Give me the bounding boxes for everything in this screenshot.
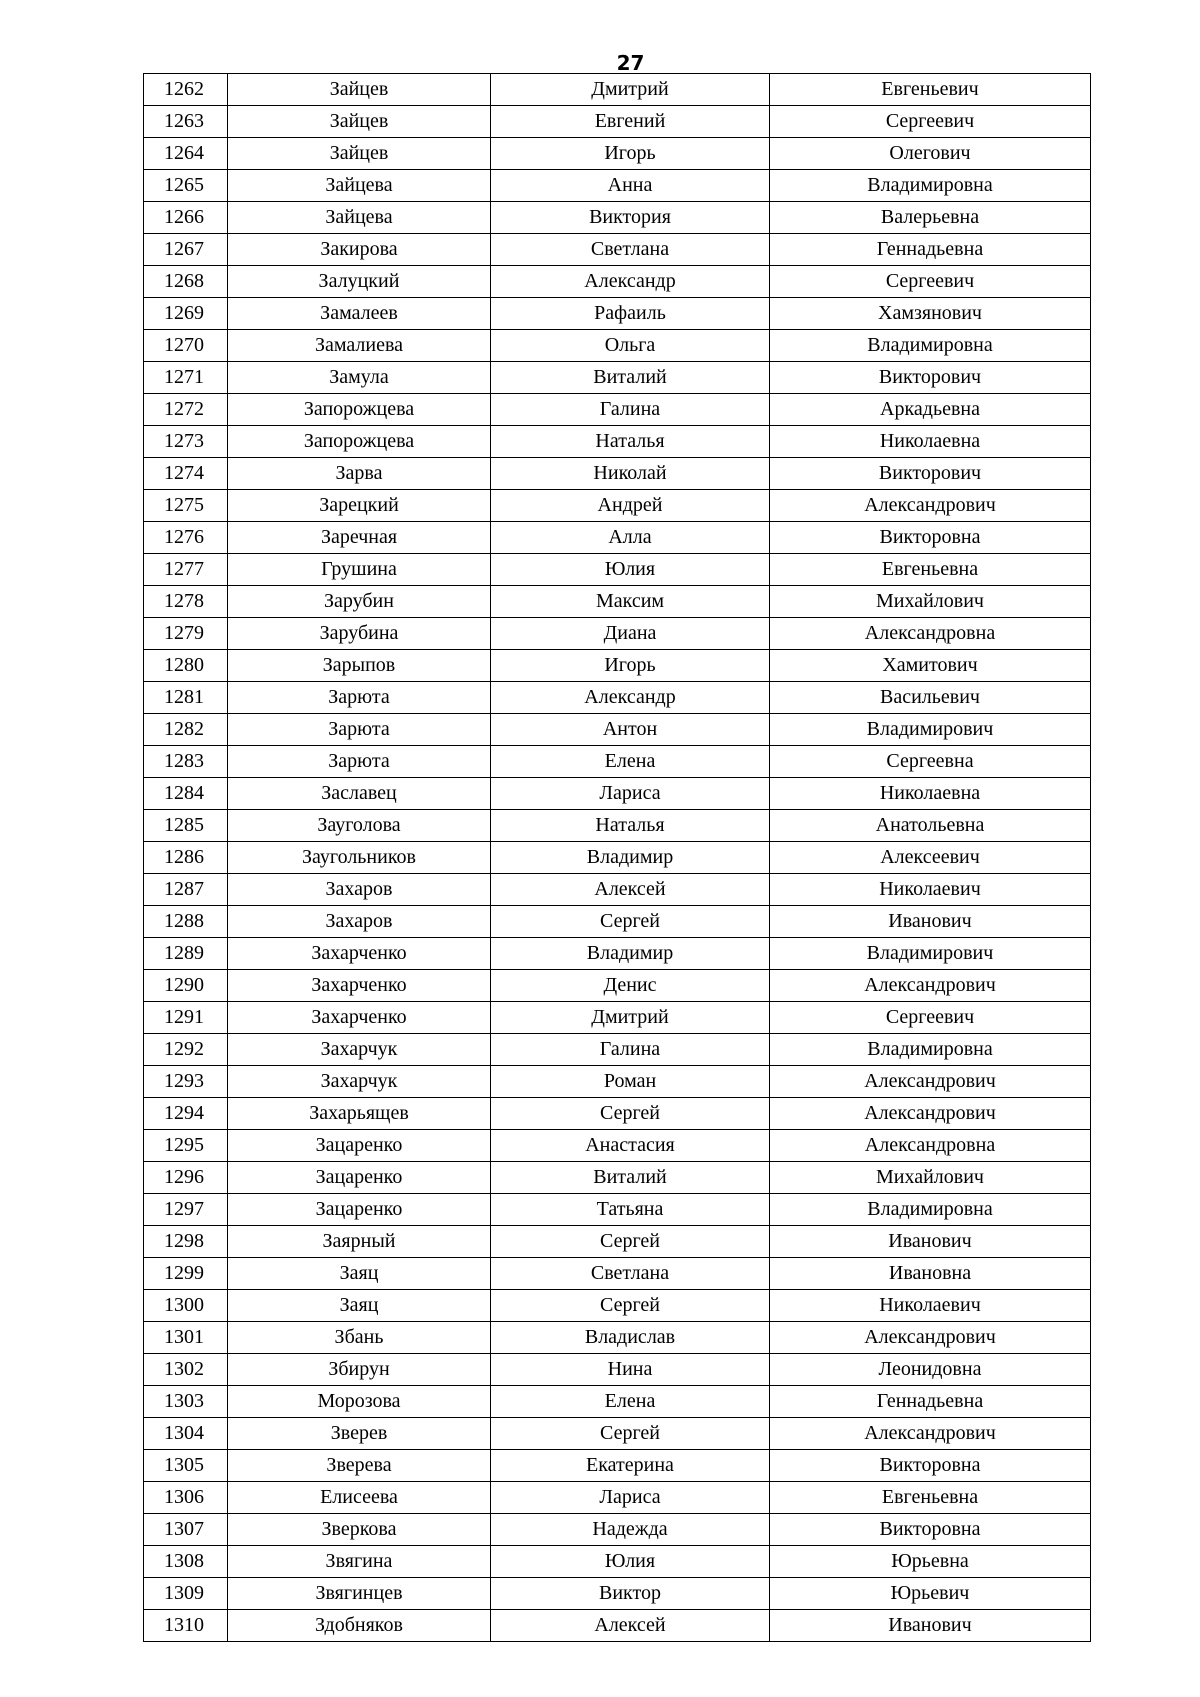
last-name-cell: Зацаренко: [228, 1162, 491, 1194]
row-number-cell: 1278: [144, 586, 228, 618]
table-row: [144, 906, 1091, 938]
table-row: [144, 298, 1091, 330]
last-name-cell: Зверкова: [228, 1514, 491, 1546]
row-number-cell: 1271: [144, 362, 228, 394]
first-name-cell: Елена: [491, 1386, 770, 1418]
table-row: [144, 842, 1091, 874]
row-number-cell: 1292: [144, 1034, 228, 1066]
table-row: [144, 330, 1091, 362]
first-name-cell: Анна: [491, 170, 770, 202]
first-name-cell: Лариса: [491, 1482, 770, 1514]
last-name-cell: Зайцев: [228, 106, 491, 138]
row-number-cell: 1285: [144, 810, 228, 842]
patronymic-cell: Викторович: [770, 362, 1091, 394]
patronymic-cell: Владимирович: [770, 938, 1091, 970]
row-number-cell: 1264: [144, 138, 228, 170]
patronymic-cell: Анатольевна: [770, 810, 1091, 842]
table-row: [144, 1450, 1091, 1482]
patronymic-cell: Иванович: [770, 1226, 1091, 1258]
last-name-cell: Грушина: [228, 554, 491, 586]
last-name-cell: Зауголова: [228, 810, 491, 842]
first-name-cell: Сергей: [491, 1098, 770, 1130]
patronymic-cell: Николаевич: [770, 1290, 1091, 1322]
first-name-cell: Владимир: [491, 842, 770, 874]
first-name-cell: Николай: [491, 458, 770, 490]
patronymic-cell: Сергеевич: [770, 266, 1091, 298]
table-row: [144, 1130, 1091, 1162]
row-number-cell: 1310: [144, 1610, 228, 1642]
row-number-cell: 1269: [144, 298, 228, 330]
table-row: [144, 1482, 1091, 1514]
row-number-cell: 1289: [144, 938, 228, 970]
row-number-cell: 1268: [144, 266, 228, 298]
patronymic-cell: Владимировна: [770, 1194, 1091, 1226]
table-row: [144, 938, 1091, 970]
last-name-cell: Захарченко: [228, 1002, 491, 1034]
row-number-cell: 1286: [144, 842, 228, 874]
first-name-cell: Алла: [491, 522, 770, 554]
last-name-cell: Замалиева: [228, 330, 491, 362]
row-number-cell: 1262: [144, 74, 228, 106]
first-name-cell: Юлия: [491, 1546, 770, 1578]
patronymic-cell: Владимировна: [770, 330, 1091, 362]
patronymic-cell: Александрович: [770, 1066, 1091, 1098]
table-row: [144, 650, 1091, 682]
first-name-cell: Максим: [491, 586, 770, 618]
row-number-cell: 1266: [144, 202, 228, 234]
table-row: [144, 1418, 1091, 1450]
last-name-cell: Захарченко: [228, 970, 491, 1002]
table-row: [144, 1226, 1091, 1258]
patronymic-cell: Евгеньевна: [770, 1482, 1091, 1514]
row-number-cell: 1270: [144, 330, 228, 362]
row-number-cell: 1265: [144, 170, 228, 202]
first-name-cell: Игорь: [491, 650, 770, 682]
row-number-cell: 1284: [144, 778, 228, 810]
row-number-cell: 1280: [144, 650, 228, 682]
row-number-cell: 1290: [144, 970, 228, 1002]
patronymic-cell: Владимировна: [770, 170, 1091, 202]
table-row: [144, 970, 1091, 1002]
last-name-cell: Залуцкий: [228, 266, 491, 298]
last-name-cell: Закирова: [228, 234, 491, 266]
row-number-cell: 1279: [144, 618, 228, 650]
table-row: [144, 394, 1091, 426]
first-name-cell: Галина: [491, 394, 770, 426]
row-number-cell: 1309: [144, 1578, 228, 1610]
patronymic-cell: Викторович: [770, 458, 1091, 490]
last-name-cell: Зарюта: [228, 682, 491, 714]
row-number-cell: 1298: [144, 1226, 228, 1258]
row-number-cell: 1306: [144, 1482, 228, 1514]
table-row: [144, 618, 1091, 650]
first-name-cell: Андрей: [491, 490, 770, 522]
first-name-cell: Дмитрий: [491, 74, 770, 106]
patronymic-cell: Николаевич: [770, 874, 1091, 906]
first-name-cell: Александр: [491, 682, 770, 714]
table-row: [144, 426, 1091, 458]
patronymic-cell: Александрович: [770, 1418, 1091, 1450]
patronymic-cell: Михайлович: [770, 586, 1091, 618]
first-name-cell: Алексей: [491, 1610, 770, 1642]
first-name-cell: Лариса: [491, 778, 770, 810]
patronymic-cell: Леонидовна: [770, 1354, 1091, 1386]
table-row: [144, 266, 1091, 298]
first-name-cell: Галина: [491, 1034, 770, 1066]
patronymic-cell: Валерьевна: [770, 202, 1091, 234]
row-number-cell: 1304: [144, 1418, 228, 1450]
last-name-cell: Заугольников: [228, 842, 491, 874]
last-name-cell: Заярный: [228, 1226, 491, 1258]
table-row: [144, 1162, 1091, 1194]
table-row: [144, 1546, 1091, 1578]
first-name-cell: Анастасия: [491, 1130, 770, 1162]
last-name-cell: Збань: [228, 1322, 491, 1354]
patronymic-cell: Викторовна: [770, 522, 1091, 554]
first-name-cell: Дмитрий: [491, 1002, 770, 1034]
table-row: [144, 170, 1091, 202]
last-name-cell: Заяц: [228, 1258, 491, 1290]
patronymic-cell: Александровна: [770, 618, 1091, 650]
row-number-cell: 1276: [144, 522, 228, 554]
last-name-cell: Захарьящев: [228, 1098, 491, 1130]
last-name-cell: Зверев: [228, 1418, 491, 1450]
patronymic-cell: Евгеньевна: [770, 554, 1091, 586]
row-number-cell: 1291: [144, 1002, 228, 1034]
last-name-cell: Здобняков: [228, 1610, 491, 1642]
last-name-cell: Захарчук: [228, 1066, 491, 1098]
row-number-cell: 1305: [144, 1450, 228, 1482]
patronymic-cell: Хамитович: [770, 650, 1091, 682]
patronymic-cell: Сергеевна: [770, 746, 1091, 778]
first-name-cell: Нина: [491, 1354, 770, 1386]
table-row: [144, 874, 1091, 906]
patronymic-cell: Александрович: [770, 1322, 1091, 1354]
first-name-cell: Сергей: [491, 906, 770, 938]
row-number-cell: 1273: [144, 426, 228, 458]
first-name-cell: Елена: [491, 746, 770, 778]
last-name-cell: Зарубин: [228, 586, 491, 618]
patronymic-cell: Алексеевич: [770, 842, 1091, 874]
last-name-cell: Зарецкий: [228, 490, 491, 522]
first-name-cell: Денис: [491, 970, 770, 1002]
last-name-cell: Заяц: [228, 1290, 491, 1322]
last-name-cell: Захаров: [228, 906, 491, 938]
table-row: [144, 106, 1091, 138]
first-name-cell: Роман: [491, 1066, 770, 1098]
row-number-cell: 1272: [144, 394, 228, 426]
row-number-cell: 1275: [144, 490, 228, 522]
row-number-cell: 1300: [144, 1290, 228, 1322]
first-name-cell: Татьяна: [491, 1194, 770, 1226]
last-name-cell: Захаров: [228, 874, 491, 906]
table-row: [144, 234, 1091, 266]
row-number-cell: 1308: [144, 1546, 228, 1578]
table-row: [144, 586, 1091, 618]
last-name-cell: Замалеев: [228, 298, 491, 330]
first-name-cell: Владислав: [491, 1322, 770, 1354]
table-row: [144, 1290, 1091, 1322]
table-row: [144, 746, 1091, 778]
first-name-cell: Сергей: [491, 1290, 770, 1322]
first-name-cell: Светлана: [491, 1258, 770, 1290]
first-name-cell: Сергей: [491, 1418, 770, 1450]
patronymic-cell: Николаевна: [770, 426, 1091, 458]
first-name-cell: Виталий: [491, 1162, 770, 1194]
last-name-cell: Зарюта: [228, 714, 491, 746]
patronymic-cell: Сергеевич: [770, 1002, 1091, 1034]
table-row: [144, 202, 1091, 234]
last-name-cell: Запорожцева: [228, 394, 491, 426]
first-name-cell: Антон: [491, 714, 770, 746]
patronymic-cell: Иванович: [770, 1610, 1091, 1642]
last-name-cell: Звягинцев: [228, 1578, 491, 1610]
row-number-cell: 1302: [144, 1354, 228, 1386]
patronymic-cell: Владимировна: [770, 1034, 1091, 1066]
patronymic-cell: Юрьевич: [770, 1578, 1091, 1610]
table-row: [144, 490, 1091, 522]
last-name-cell: Морозова: [228, 1386, 491, 1418]
last-name-cell: Зайцева: [228, 202, 491, 234]
table-row: [144, 810, 1091, 842]
table-row: [144, 682, 1091, 714]
row-number-cell: 1267: [144, 234, 228, 266]
first-name-cell: Сергей: [491, 1226, 770, 1258]
patronymic-cell: Александрович: [770, 970, 1091, 1002]
row-number-cell: 1294: [144, 1098, 228, 1130]
patronymic-cell: Иванович: [770, 906, 1091, 938]
last-name-cell: Зарюта: [228, 746, 491, 778]
first-name-cell: Евгений: [491, 106, 770, 138]
patronymic-cell: Николаевна: [770, 778, 1091, 810]
first-name-cell: Наталья: [491, 426, 770, 458]
first-name-cell: Рафаиль: [491, 298, 770, 330]
row-number-cell: 1282: [144, 714, 228, 746]
first-name-cell: Ольга: [491, 330, 770, 362]
row-number-cell: 1288: [144, 906, 228, 938]
patronymic-cell: Евгеньевич: [770, 74, 1091, 106]
last-name-cell: Заречная: [228, 522, 491, 554]
table-row: [144, 1610, 1091, 1642]
last-name-cell: Захарченко: [228, 938, 491, 970]
last-name-cell: Заславец: [228, 778, 491, 810]
patronymic-cell: Викторовна: [770, 1514, 1091, 1546]
table-row: [144, 74, 1091, 106]
last-name-cell: Зверева: [228, 1450, 491, 1482]
table-row: [144, 1002, 1091, 1034]
patronymic-cell: Геннадьевна: [770, 234, 1091, 266]
row-number-cell: 1303: [144, 1386, 228, 1418]
table-row: [144, 522, 1091, 554]
first-name-cell: Александр: [491, 266, 770, 298]
last-name-cell: Зацаренко: [228, 1130, 491, 1162]
table-row: [144, 1578, 1091, 1610]
patronymic-cell: Сергеевич: [770, 106, 1091, 138]
first-name-cell: Надежда: [491, 1514, 770, 1546]
first-name-cell: Наталья: [491, 810, 770, 842]
patronymic-cell: Юрьевна: [770, 1546, 1091, 1578]
table-row: [144, 458, 1091, 490]
table-row: [144, 554, 1091, 586]
patronymic-cell: Александрович: [770, 490, 1091, 522]
patronymic-cell: Васильевич: [770, 682, 1091, 714]
last-name-cell: Зарыпов: [228, 650, 491, 682]
table-row: [144, 1386, 1091, 1418]
patronymic-cell: Хамзянович: [770, 298, 1091, 330]
patronymic-cell: Александровна: [770, 1130, 1091, 1162]
patronymic-cell: Олегович: [770, 138, 1091, 170]
last-name-cell: Зайцев: [228, 74, 491, 106]
table-row: [144, 1034, 1091, 1066]
row-number-cell: 1296: [144, 1162, 228, 1194]
row-number-cell: 1297: [144, 1194, 228, 1226]
table-row: [144, 778, 1091, 810]
table-row: [144, 1514, 1091, 1546]
last-name-cell: Зайцева: [228, 170, 491, 202]
first-name-cell: Диана: [491, 618, 770, 650]
row-number-cell: 1307: [144, 1514, 228, 1546]
patronymic-cell: Геннадьевна: [770, 1386, 1091, 1418]
patronymic-cell: Александрович: [770, 1098, 1091, 1130]
row-number-cell: 1299: [144, 1258, 228, 1290]
last-name-cell: Зайцев: [228, 138, 491, 170]
patronymic-cell: Викторовна: [770, 1450, 1091, 1482]
table-row: [144, 1258, 1091, 1290]
row-number-cell: 1283: [144, 746, 228, 778]
first-name-cell: Виктория: [491, 202, 770, 234]
table-row: [144, 1066, 1091, 1098]
last-name-cell: Захарчук: [228, 1034, 491, 1066]
table-row: [144, 1354, 1091, 1386]
row-number-cell: 1277: [144, 554, 228, 586]
first-name-cell: Виктор: [491, 1578, 770, 1610]
last-name-cell: Замула: [228, 362, 491, 394]
row-number-cell: 1263: [144, 106, 228, 138]
row-number-cell: 1293: [144, 1066, 228, 1098]
patronymic-cell: Владимирович: [770, 714, 1091, 746]
first-name-cell: Алексей: [491, 874, 770, 906]
last-name-cell: Елисеева: [228, 1482, 491, 1514]
page-number: 27: [616, 51, 645, 75]
patronymic-cell: Аркадьевна: [770, 394, 1091, 426]
table-row: [144, 362, 1091, 394]
last-name-cell: Запорожцева: [228, 426, 491, 458]
patronymic-cell: Ивановна: [770, 1258, 1091, 1290]
row-number-cell: 1295: [144, 1130, 228, 1162]
first-name-cell: Виталий: [491, 362, 770, 394]
first-name-cell: Владимир: [491, 938, 770, 970]
patronymic-cell: Михайлович: [770, 1162, 1091, 1194]
first-name-cell: Светлана: [491, 234, 770, 266]
row-number-cell: 1287: [144, 874, 228, 906]
table-row: [144, 1322, 1091, 1354]
last-name-cell: Зацаренко: [228, 1194, 491, 1226]
row-number-cell: 1274: [144, 458, 228, 490]
roster-table: [143, 73, 1091, 1642]
table-row: [144, 138, 1091, 170]
row-number-cell: 1301: [144, 1322, 228, 1354]
roster-body: [144, 74, 1091, 1642]
first-name-cell: Юлия: [491, 554, 770, 586]
table-row: [144, 1194, 1091, 1226]
first-name-cell: Игорь: [491, 138, 770, 170]
last-name-cell: Зарва: [228, 458, 491, 490]
row-number-cell: 1281: [144, 682, 228, 714]
last-name-cell: Звягина: [228, 1546, 491, 1578]
first-name-cell: Екатерина: [491, 1450, 770, 1482]
table-row: [144, 714, 1091, 746]
last-name-cell: Збирун: [228, 1354, 491, 1386]
last-name-cell: Зарубина: [228, 618, 491, 650]
table-row: [144, 1098, 1091, 1130]
